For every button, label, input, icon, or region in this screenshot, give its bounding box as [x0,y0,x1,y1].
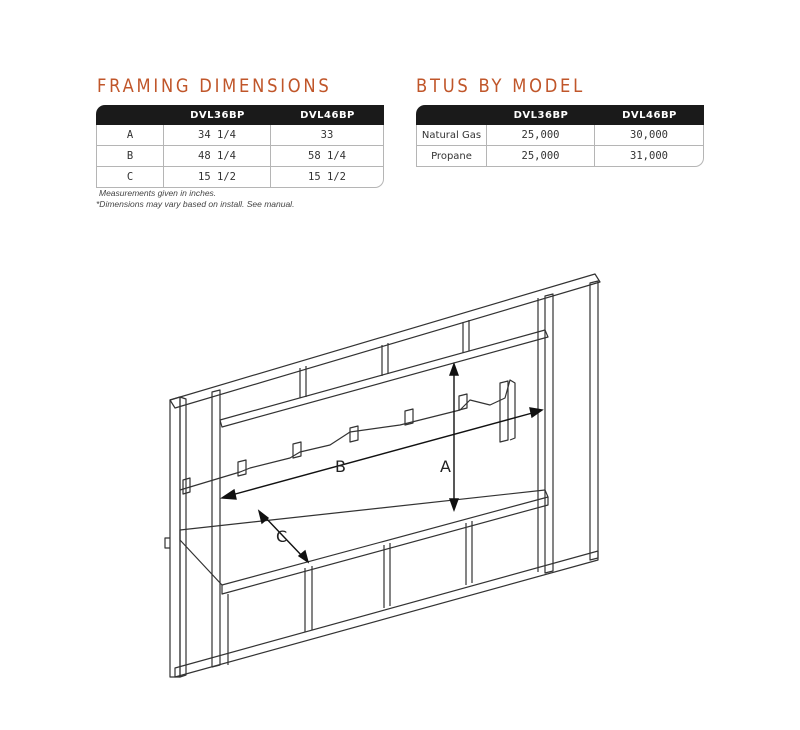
measurement-note: Measurements given in inches. [99,188,217,198]
header [220,330,548,427]
row-label: B [96,146,164,167]
king-stud-left [212,390,220,667]
dimension-c-label: C [276,527,288,546]
column-header: DVL46BP [271,105,384,125]
framing-dimensions-table [96,105,384,188]
dimension-a-label: A [440,457,451,476]
disclaimer-note: *Dimensions may vary based on install. See manual. [96,199,295,209]
table-cell: 48 1/4 [164,146,271,167]
table-row [416,146,704,167]
row-label: C [96,167,164,188]
back-opening-line [180,380,515,490]
table-row [96,167,384,188]
dimension-a-arrow [450,364,458,510]
table-cell: 31,000 [595,146,704,167]
framing-dimensions-title: FRAMING DIMENSIONS [97,75,332,97]
table-row [96,146,384,167]
btus-by-model-table [416,105,704,167]
dimension-b-arrow [222,408,542,499]
table-cell: 33 [271,125,384,146]
wall-frame-drawing [165,274,600,677]
table-cell: 15 1/2 [271,167,384,188]
dimension-b-label: B [335,457,346,476]
btus-by-model-title: BTUS BY MODEL [416,75,585,97]
column-header: DVL36BP [487,105,595,125]
table-cell: 25,000 [487,125,595,146]
column-header: DVL46BP [595,105,704,125]
table-cell: 30,000 [595,125,704,146]
framing-diagram [150,260,620,690]
left-end-stud [170,397,180,677]
bottom-plate [175,551,598,677]
row-label: Propane [416,146,487,167]
column-header [96,105,164,125]
row-label: Natural Gas [416,125,487,146]
table-cell: 15 1/2 [164,167,271,188]
table-cell: 58 1/4 [271,146,384,167]
table-header-row [96,105,384,125]
platform [180,490,548,585]
right-end-stud [590,281,598,560]
table-row [416,125,704,146]
column-header: DVL36BP [164,105,271,125]
table-header-row [416,105,704,125]
table-cell: 25,000 [487,146,595,167]
table-row [96,125,384,146]
row-label: A [96,125,164,146]
column-header [416,105,487,125]
table-cell: 34 1/4 [164,125,271,146]
